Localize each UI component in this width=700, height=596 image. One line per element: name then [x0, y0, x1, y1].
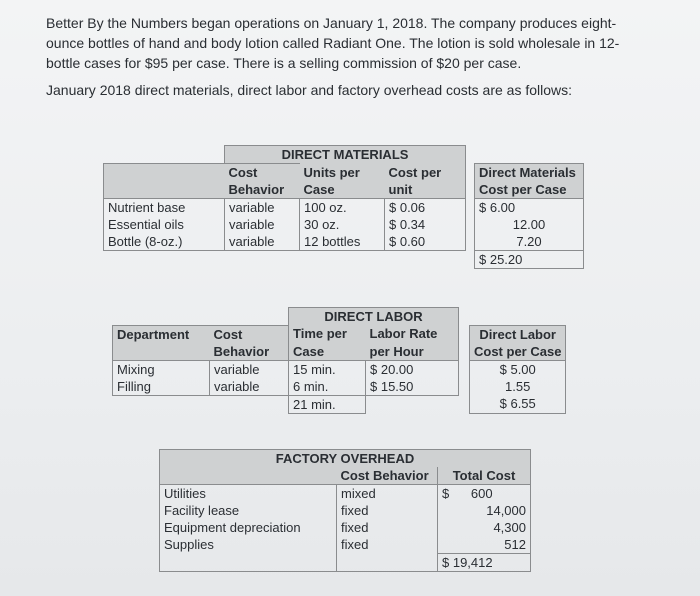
header-cost-behavior-2: Behavior — [210, 343, 289, 361]
header-cost-behavior: Cost — [225, 164, 300, 182]
header-cost-behavior-2: Behavior — [225, 181, 300, 199]
direct-labor-total-cost: $ 6.55 — [470, 395, 566, 413]
header-dm-cost-per-case: Direct Materials — [475, 164, 584, 182]
header-labor-rate-2: per Hour — [366, 343, 459, 361]
intro-paragraph — [46, 13, 646, 73]
material-name: Essential oils — [104, 216, 225, 233]
material-behavior: variable — [225, 199, 300, 217]
material-units: 30 oz. — [300, 216, 385, 233]
overhead-behavior: fixed — [337, 519, 438, 536]
intro-costs-sentence: January 2018 direct materials, direct labor and factory overhead costs are as follows: — [46, 82, 573, 98]
overhead-item: Equipment depreciation — [160, 519, 337, 536]
direct-labor-title: DIRECT LABOR — [289, 308, 459, 326]
header-units-per-case-2: Case — [300, 181, 385, 199]
overhead-cost: 14,000 — [438, 502, 531, 519]
intro-text — [46, 13, 646, 100]
material-behavior: variable — [225, 233, 300, 251]
labor-cost-per-case: 1.55 — [470, 378, 566, 396]
overhead-behavior: fixed — [337, 502, 438, 519]
labor-cost-per-case: $ 5.00 — [470, 360, 566, 378]
material-units: 100 oz. — [300, 199, 385, 217]
factory-overhead-title: FACTORY OVERHEAD — [160, 450, 531, 468]
material-cost-per-case: $ 6.00 — [475, 199, 584, 217]
direct-labor-table — [112, 307, 566, 414]
material-name: Nutrient base — [104, 199, 225, 217]
material-name: Bottle (8-oz.) — [104, 233, 225, 251]
material-behavior: variable — [225, 216, 300, 233]
header-labor-rate: Labor Rate — [366, 325, 459, 343]
table-row — [113, 360, 566, 378]
table-row — [160, 485, 531, 503]
header-cost-behavior: Cost Behavior — [337, 467, 438, 485]
material-cost-per-unit: $ 0.34 — [385, 216, 466, 233]
direct-materials-total: $ 25.20 — [475, 251, 584, 269]
intro-line: ounce bottles of hand and body lotion called Radiant One. The lotion is sold wholesale in 12- — [46, 35, 620, 51]
department-name: Mixing — [113, 360, 210, 378]
labor-behavior: variable — [210, 378, 289, 396]
overhead-cost: 4,300 — [438, 519, 531, 536]
department-name: Filling — [113, 378, 210, 396]
header-time-per-case: Time per — [289, 325, 366, 343]
labor-behavior: variable — [210, 360, 289, 378]
header-department: Department — [113, 325, 210, 343]
header-cost-per-unit-2: unit — [385, 181, 466, 199]
factory-overhead-total: $ 19,412 — [438, 554, 531, 572]
labor-time: 15 min. — [289, 360, 366, 378]
labor-rate: $ 15.50 — [366, 378, 459, 396]
table-row — [160, 536, 531, 554]
direct-materials-table — [103, 145, 584, 269]
header-cost-per-unit: Cost per — [385, 164, 466, 182]
header-total-cost: Total Cost — [438, 467, 531, 485]
material-units: 12 bottles — [300, 233, 385, 251]
factory-overhead-table — [159, 449, 531, 572]
table-row — [160, 519, 531, 536]
material-cost-per-unit: $ 0.60 — [385, 233, 466, 251]
direct-labor-total-time: 21 min. — [289, 395, 366, 413]
header-dl-cost-per-case: Direct Labor — [470, 325, 566, 343]
table-row — [160, 502, 531, 519]
header-dm-cost-per-case-2: Cost per Case — [475, 181, 584, 199]
overhead-behavior: fixed — [337, 536, 438, 554]
labor-time: 6 min. — [289, 378, 366, 396]
table-row — [104, 233, 584, 251]
direct-materials-title: DIRECT MATERIALS — [225, 146, 466, 164]
material-cost-per-case: 7.20 — [475, 233, 584, 251]
overhead-item: Facility lease — [160, 502, 337, 519]
overhead-item: Supplies — [160, 536, 337, 554]
overhead-item: Utilities — [160, 485, 337, 503]
header-dl-cost-per-case-2: Cost per Case — [470, 343, 566, 361]
header-units-per-case: Units per — [300, 164, 385, 182]
intro-line: Better By the Numbers began operations on January 1, 2018. The company produces eight- — [46, 15, 617, 31]
intro-line: bottle cases for $95 per case. There is a selling commission of $20 per case. — [46, 55, 522, 71]
overhead-cost: 512 — [438, 536, 531, 554]
table-row — [104, 199, 584, 217]
table-row — [113, 378, 566, 396]
labor-rate: $ 20.00 — [366, 360, 459, 378]
material-cost-per-case: 12.00 — [475, 216, 584, 233]
header-cost-behavior: Cost — [210, 325, 289, 343]
table-row — [104, 216, 584, 233]
header-time-per-case-2: Case — [289, 343, 366, 361]
overhead-cost: $ 600 — [438, 485, 531, 503]
overhead-behavior: mixed — [337, 485, 438, 503]
material-cost-per-unit: $ 0.06 — [385, 199, 466, 217]
